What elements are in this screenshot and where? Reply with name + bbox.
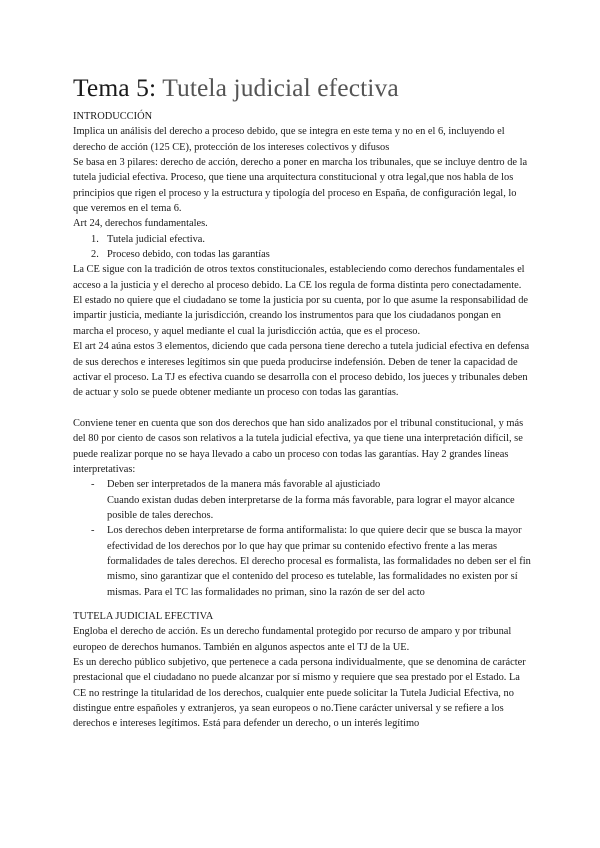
- bullet-list: [73, 477, 533, 600]
- section-heading-introduccion: INTRODUCCIÓN: [73, 111, 153, 122]
- title-prefix: Tema 5:: [73, 73, 157, 102]
- section-heading-tutela: TUTELA JUDICIAL EFECTIVA: [73, 611, 214, 622]
- document-body: [73, 109, 533, 732]
- list-item-text: Proceso debido, con todas las garantías: [107, 249, 270, 261]
- page-title: [73, 73, 399, 103]
- list-item: - Deben ser interpretados de la manera más favorable al ajusticiado Cuando existan dudas deben interpretarse de la forma más favorable, para lograr el mayor alcance posible de tales derechos.: [91, 479, 515, 521]
- paragraph: Art 24, derechos fundamentales.: [73, 218, 208, 230]
- bullet-body: Los derechos deben interpretarse de forma antiformalista: lo que quiere decir que se busca la mayor efectividad de los derechos por lo que hay que primar su contenido efectivo frente a las meras formalidades de tales derechos. El derecho procesal es formalista, las formalidades no deben ser el fin mismo, sino garantizar que el contenido del proceso es tutelable, las formalidades no existen por sí mismas. Para el TC las formalidades no priman, sino la razón de ser del acto: [107, 525, 531, 598]
- paragraph: El art 24 aúna estos 3 elementos, diciendo que cada persona tiene derecho a tutela judicial efectiva en defensa de sus derechos e intereses legítimos sin que pueda producirse indefensión. Deben de tener la capacidad de activar el proceso. La TJ es efectiva cuando se desarrolla con el proceso debido, los jueces y tribunales deben de actuar y solo se puede obtener mediante un proceso con todas las garantías.: [73, 341, 530, 399]
- list-item: 2. Proceso debido, con todas las garantías: [91, 249, 270, 261]
- paragraph: Implica un análisis del derecho a proceso debido, que se integra en este tema y no en el 6, incluyendo el derecho de acción (125 CE), protección de los intereses colectivos y difusos: [73, 126, 505, 153]
- list-item: - Los derechos deben interpretarse de forma antiformalista: lo que quiere decir que se busca la mayor efectividad de los derechos por lo que hay que primar su contenido efectivo frente a las meras formalidades de tales derechos. El derecho procesal es formalista, las formalidades no deben ser el fin mismo, sino garantizar que el contenido del proceso es tutelable, las formalidades no existen por sí mismas. Para el TC las formalidades no priman, sino la razón de ser del acto: [91, 525, 531, 598]
- paragraph: Se basa en 3 pilares: derecho de acción, derecho a poner en marcha los tribunales, que se incluye dentro de la tutela judicial efectiva. Proceso, que tiene una arquitectura constitucional y otra legal,que nos habla de los principios que rigen el proceso y la estructura y tipología del proceso en España, de configuración legal, lo que veremos en el tema 6.: [73, 157, 528, 215]
- paragraph: Conviene tener en cuenta que son dos derechos que han sido analizados por el tribunal constitucional, y más del 80 por ciento de casos son relativos a la tutela judicial efectiva, ya que tiene una interpretación difícil, se puede realizar porque no se haya llevado a cabo un proceso con todas las garantías. Hay 2 grandes líneas interpretativas:: [73, 417, 524, 475]
- title-rest: Tutela judicial efectiva: [162, 73, 399, 102]
- numbered-list: [73, 232, 533, 263]
- list-item-text: Tutela judicial efectiva.: [107, 233, 206, 245]
- list-item: 1. Tutela judicial efectiva.: [91, 233, 206, 245]
- bullet-title: Deben ser interpretados de la manera más favorable al ajusticiado: [107, 479, 381, 491]
- paragraph: Es un derecho público subjetivo, que pertenece a cada persona individualmente, que se denomina de carácter prestacional que el ciudadano no puede alcanzar por sí mismo y requiere que sea prestado por el Estado. La CE no restringe la titularidad de los derechos, cualquier ente puede solicitar la Tutela Judicial Efectiva, no distingue entre españoles y extranjeros, ya sean europeos o no.Tiene carácter universal y se refiere a los derechos e intereses legítimos. Está para defender un derecho, o un interés legítimo: [73, 657, 526, 730]
- paragraph: Engloba el derecho de acción. Es un derecho fundamental protegido por recurso de amparo y por tribunal europeo de derechos humanos. También en algunos aspectos ante el TJ de la UE.: [73, 626, 512, 653]
- bullet-body: Cuando existan dudas deben interpretarse de la forma más favorable, para lograr el mayor alcance posible de tales derechos.: [107, 494, 515, 521]
- paragraph: La CE sigue con la tradición de otros textos constitucionales, estableciendo como derechos fundamentales el acceso a la justicia y el derecho al proceso debido. La CE los regula de forma distinta pero conectadamente. El estado no quiere que el ciudadano se tome la justicia por su cuenta, por lo que asume la responsabilidad de impartir justicia, mediante la jurisdicción, creando los instrumentos para que los ciudadanos pongan en marcha el proceso, y aquel mediante el cual la jurisdicción actúa, que es el proceso.: [73, 264, 529, 337]
